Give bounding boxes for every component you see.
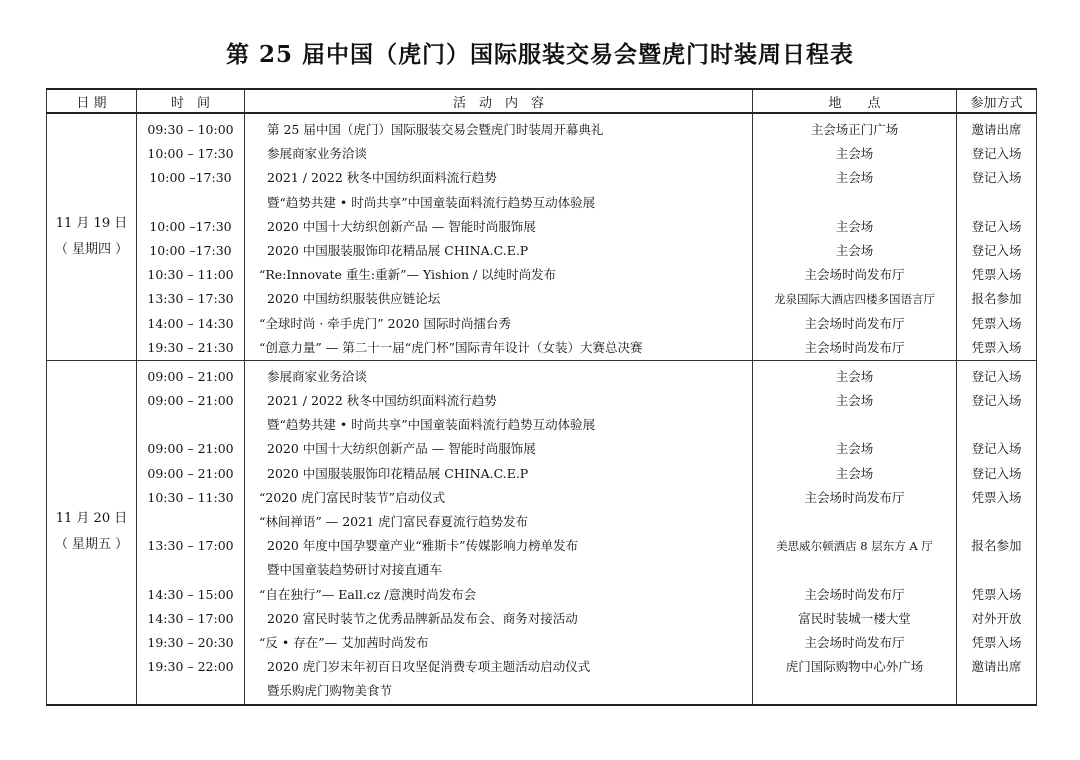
table-line: 暨中国童装趋势研讨对接直通车 bbox=[267, 562, 443, 578]
table-line: 13:30 – 17:00 bbox=[147, 538, 234, 554]
table-line: 09:00 – 21:00 bbox=[147, 465, 234, 481]
table-line: 登记入场 bbox=[971, 218, 1022, 234]
table-line: 2020 虎门岁末年初百日攻坚促消费专项主题活动启动仪式 bbox=[267, 659, 591, 675]
table-line: 登记入场 bbox=[971, 242, 1022, 258]
table-line: 主会场 bbox=[835, 441, 874, 457]
day-row bbox=[47, 360, 1037, 704]
table-line: 09:00 – 21:00 bbox=[147, 368, 234, 384]
table-line: “Re:Innovate 重生:重新”— Yishion / 以纯时尚发布 bbox=[259, 267, 557, 283]
table-line: 登记入场 bbox=[971, 368, 1022, 384]
table-line: 2020 中国十大纺织创新产品 — 智能时尚服饰展 bbox=[267, 218, 536, 234]
table-line: 登记入场 bbox=[971, 393, 1022, 409]
table-line: 主会场 bbox=[835, 146, 874, 162]
table-line: 10:00 –17:30 bbox=[149, 170, 232, 186]
activity-cell bbox=[245, 360, 753, 704]
date-cell bbox=[47, 113, 137, 360]
table-line: 富民时装城一楼大堂 bbox=[798, 610, 911, 626]
table-line: 暨乐购虎门购物美食节 bbox=[267, 683, 393, 699]
table-line: 10:00 –17:30 bbox=[149, 218, 232, 234]
table-line: 09:00 – 21:00 bbox=[147, 441, 234, 457]
table-line bbox=[137, 191, 244, 215]
table-line: 参展商家业务洽谈 bbox=[267, 368, 368, 384]
table-line: 主会场时尚发布厅 bbox=[804, 339, 905, 355]
table-line: 10:00 –17:30 bbox=[149, 242, 232, 258]
date-text: 11 月 19 日 bbox=[55, 215, 128, 231]
table-line: 10:00 – 17:30 bbox=[147, 146, 234, 162]
table-line bbox=[137, 679, 244, 703]
join-method-cell bbox=[957, 113, 1037, 360]
table-line: 登记入场 bbox=[971, 146, 1022, 162]
table-line: 19:30 – 21:30 bbox=[147, 339, 234, 355]
table-line: 主会场时尚发布厅 bbox=[804, 315, 905, 331]
location-cell bbox=[753, 113, 957, 360]
table-line: 2020 中国十大纺织创新产品 — 智能时尚服饰展 bbox=[267, 441, 536, 457]
table-line: 邀请出席 bbox=[971, 122, 1022, 137]
table-line: 虎门国际购物中心外广场 bbox=[785, 659, 924, 675]
activity-cell bbox=[245, 113, 753, 360]
table-line: 19:30 – 20:30 bbox=[147, 634, 234, 650]
table-line: 主会场 bbox=[835, 368, 874, 384]
table-line: 2020 中国服装服饰印花精品展 CHINA.C.E.P bbox=[267, 465, 529, 481]
header-time: 时 间 bbox=[137, 89, 245, 113]
table-line: “创意力量” — 第二十一届“虎门杯”国际青年设计（女装）大赛总决赛 bbox=[259, 339, 643, 355]
table-line bbox=[957, 558, 1036, 582]
date-text: 11 月 20 日 bbox=[55, 511, 128, 527]
table-line: 登记入场 bbox=[971, 441, 1022, 457]
table-line: 主会场正门广场 bbox=[810, 122, 899, 137]
table-line: “自在独行”— Eall.cz /意澳时尚发布会 bbox=[259, 586, 477, 602]
table-line: “反 • 存在”— 艾加茜时尚发布 bbox=[259, 634, 429, 650]
table-line: 凭票入场 bbox=[971, 315, 1022, 331]
day-row bbox=[47, 113, 1037, 360]
table-line: 2020 中国纺织服装供应链论坛 bbox=[267, 291, 441, 307]
table-line bbox=[957, 191, 1036, 215]
table-line: 13:30 – 17:30 bbox=[147, 291, 234, 307]
table-line: 主会场 bbox=[835, 242, 874, 258]
table-line: 10:30 – 11:00 bbox=[147, 267, 234, 283]
weekday-text: （ 星期五 ） bbox=[54, 537, 129, 553]
table-line: 19:30 – 22:00 bbox=[147, 659, 234, 675]
table-line: 参展商家业务洽谈 bbox=[267, 146, 368, 162]
table-line bbox=[753, 558, 956, 582]
header-activity: 活 动 内 容 bbox=[245, 89, 753, 113]
table-line: 凭票入场 bbox=[971, 339, 1022, 355]
table-line bbox=[753, 679, 956, 703]
table-line: 第 25 届中国（虎门）国际服装交易会暨虎门时装周开幕典礼 bbox=[267, 122, 604, 137]
table-line: 凭票入场 bbox=[971, 489, 1022, 505]
table-line bbox=[957, 679, 1036, 703]
weekday-text: （ 星期四 ） bbox=[54, 241, 129, 257]
time-cell bbox=[137, 360, 245, 704]
header-join-method: 参加方式 bbox=[957, 89, 1037, 113]
table-line: 2021 / 2022 秋冬中国纺织面料流行趋势 bbox=[267, 393, 497, 409]
page-title: 第 25 届中国（虎门）国际服装交易会暨虎门时装周日程表 bbox=[225, 41, 855, 68]
table-line: 龙泉国际大酒店四楼多国语言厅 bbox=[774, 292, 935, 307]
table-line: 主会场时尚发布厅 bbox=[804, 267, 905, 283]
location-cell bbox=[753, 360, 957, 704]
table-line bbox=[753, 510, 956, 534]
table-line: 14:30 – 15:00 bbox=[147, 586, 234, 602]
table-line: 2020 富民时装节之优秀品牌新品发布会、商务对接活动 bbox=[267, 610, 578, 626]
table-line: 2020 中国服装服饰印花精品展 CHINA.C.E.P bbox=[267, 242, 529, 258]
date-cell bbox=[47, 360, 137, 704]
table-line: 09:00 – 21:00 bbox=[147, 393, 234, 409]
table-line: 对外开放 bbox=[971, 610, 1022, 626]
table-line: 凭票入场 bbox=[971, 634, 1022, 650]
table-line: 主会场时尚发布厅 bbox=[804, 586, 905, 602]
table-line: 登记入场 bbox=[971, 170, 1022, 186]
table-line bbox=[957, 413, 1036, 437]
table-line: “全球时尚 · 牵手虎门” 2020 国际时尚擂台秀 bbox=[259, 315, 511, 331]
schedule-table bbox=[46, 88, 1037, 706]
table-line: 主会场 bbox=[835, 393, 874, 409]
header-location: 地 点 bbox=[753, 89, 957, 113]
table-line bbox=[753, 191, 956, 215]
header-date: 日 期 bbox=[47, 89, 137, 113]
table-line: 暨“趋势共建 • 时尚共享”中国童装面料流行趋势互动体验展 bbox=[267, 417, 596, 433]
table-line: 报名参加 bbox=[971, 538, 1022, 554]
table-line bbox=[137, 558, 244, 582]
table-line: 主会场时尚发布厅 bbox=[804, 634, 905, 650]
table-line: 美思威尔顿酒店 8 层东方 A 厅 bbox=[776, 539, 933, 554]
time-cell bbox=[137, 113, 245, 360]
table-line: 2020 年度中国孕婴童产业“雅斯卡”传媒影响力榜单发布 bbox=[267, 538, 579, 554]
table-line: 14:00 – 14:30 bbox=[147, 315, 234, 331]
table-line bbox=[753, 413, 956, 437]
table-line bbox=[957, 510, 1036, 534]
table-line: 主会场 bbox=[835, 170, 874, 186]
table-line: 主会场 bbox=[835, 465, 874, 481]
header-row bbox=[47, 89, 1037, 113]
table-line: 主会场 bbox=[835, 218, 874, 234]
join-method-cell bbox=[957, 360, 1037, 704]
table-line bbox=[137, 413, 244, 437]
table-line: “林间禅语” — 2021 虎门富民春夏流行趋势发布 bbox=[259, 514, 529, 529]
table-line: 主会场时尚发布厅 bbox=[804, 489, 905, 505]
table-line: 报名参加 bbox=[971, 291, 1022, 307]
table-line: 10:30 – 11:30 bbox=[147, 489, 234, 505]
table-line: 凭票入场 bbox=[971, 586, 1022, 602]
table-line: 14:30 – 17:00 bbox=[147, 610, 234, 626]
table-line: 暨“趋势共建 • 时尚共享”中国童装面料流行趋势互动体验展 bbox=[267, 194, 596, 210]
table-line bbox=[137, 510, 244, 534]
table-line: “2020 虎门富民时装节”启动仪式 bbox=[259, 489, 446, 505]
table-line: 2021 / 2022 秋冬中国纺织面料流行趋势 bbox=[267, 170, 497, 186]
table-line: 09:30 – 10:00 bbox=[147, 122, 234, 137]
table-line: 凭票入场 bbox=[971, 267, 1022, 283]
table-line: 登记入场 bbox=[971, 465, 1022, 481]
table-line: 邀请出席 bbox=[971, 659, 1022, 675]
